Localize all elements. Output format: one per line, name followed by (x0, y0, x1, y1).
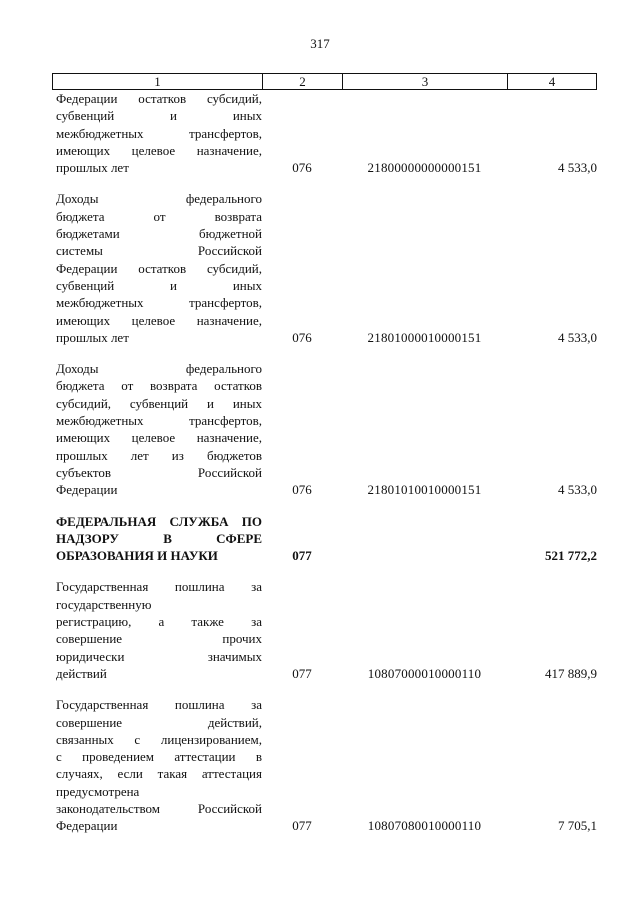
table-row (52, 190, 597, 346)
row-name (52, 360, 262, 498)
row-name-line: бюджета от возврата (56, 208, 262, 224)
row-name-line: действий (56, 665, 107, 681)
header-col-2: 2 (263, 74, 343, 89)
row-budget-code: 21800000000000151 (367, 160, 482, 176)
row-name-line: ФЕДЕРАЛЬНАЯ СЛУЖБА ПО (56, 513, 262, 529)
table-row (52, 578, 597, 682)
table-row (52, 360, 597, 498)
row-name-line: прошлых лет (56, 329, 129, 345)
row-name-line: законодательством Российской (56, 800, 262, 816)
row-name-line: имеющих целевое назначение, (56, 430, 262, 446)
row-name-line: имеющих целевое назначение, (56, 142, 262, 158)
row-name-line: бюджетами бюджетной (56, 226, 262, 242)
row-budget-code: 10807000010000110 (367, 665, 482, 681)
header-col-1: 1 (53, 74, 263, 89)
row-name-line: межбюджетных трансфертов, (56, 125, 262, 141)
row-name-line: связанных с лицензированием, (56, 731, 262, 747)
row-name-line: совершение прочих (56, 631, 262, 647)
row-name (52, 578, 262, 682)
row-admin-code: 077 (292, 548, 312, 564)
row-amount: 417 889,9 (545, 665, 597, 681)
row-name-line: межбюджетных трансфертов, (56, 413, 262, 429)
row-name-line: Доходы федерального (56, 191, 262, 207)
row-name-line: юридически значимых (56, 648, 262, 664)
header-col-3: 3 (343, 74, 508, 89)
row-budget-code: 10807080010000110 (367, 818, 482, 834)
row-name-line: Федерации (56, 818, 118, 834)
row-admin-code: 077 (292, 665, 312, 681)
row-name-line: с проведением аттестации в (56, 749, 262, 765)
row-name-line: субсидий, субвенций и иных (56, 395, 262, 411)
row-name-line: предусмотрена (56, 783, 140, 799)
row-name-line: Федерации остатков субсидий, (56, 91, 262, 106)
table-row (52, 696, 597, 834)
table-body (52, 90, 597, 849)
row-name-line: Федерации остатков субсидий, (56, 260, 262, 276)
row-name-line: регистрацию, а также за (56, 614, 262, 630)
row-name-line: ОБРАЗОВАНИЯ И НАУКИ (56, 548, 218, 564)
table-row (52, 90, 597, 176)
row-name (52, 513, 262, 565)
row-name (52, 90, 262, 176)
row-name-line: совершение действий, (56, 714, 262, 730)
row-name-line: субвенций и иных (56, 277, 262, 293)
row-name-line: Федерации (56, 482, 118, 498)
row-admin-code: 077 (292, 818, 312, 834)
row-admin-code: 076 (292, 160, 312, 176)
row-name (52, 190, 262, 346)
row-name-line: межбюджетных трансфертов, (56, 295, 262, 311)
row-admin-code: 076 (292, 482, 312, 498)
row-name-line: прошлых лет из бюджетов (56, 447, 262, 463)
row-name (52, 696, 262, 834)
row-name-line: бюджета от возврата остатков (56, 378, 262, 394)
row-amount: 4 533,0 (558, 160, 597, 176)
row-name-line: субвенций и иных (56, 108, 262, 124)
row-amount: 7 705,1 (558, 818, 597, 834)
row-amount: 4 533,0 (558, 329, 597, 345)
table-header (52, 73, 597, 90)
table-row (52, 513, 597, 565)
row-amount: 4 533,0 (558, 482, 597, 498)
row-amount: 521 772,2 (545, 548, 597, 564)
page-number: 317 (310, 36, 330, 51)
header-col-4: 4 (548, 74, 556, 89)
row-budget-code: 21801010010000151 (367, 482, 482, 498)
row-name-line: Доходы федерального (56, 361, 262, 377)
row-name-line: Государственная пошлина за (56, 579, 262, 595)
row-name-line: государственную (56, 596, 152, 612)
row-name-line: субъектов Российской (56, 464, 262, 480)
row-budget-code: 21801000010000151 (367, 329, 482, 345)
row-name-line: прошлых лет (56, 160, 129, 176)
row-name-line: НАДЗОРУ В СФЕРЕ (56, 530, 262, 546)
row-admin-code: 076 (292, 329, 312, 345)
row-name-line: Государственная пошлина за (56, 697, 262, 713)
row-name-line: случаях, если такая аттестация (56, 766, 262, 782)
row-name-line: системы Российской (56, 243, 262, 259)
row-name-line: имеющих целевое назначение, (56, 312, 262, 328)
